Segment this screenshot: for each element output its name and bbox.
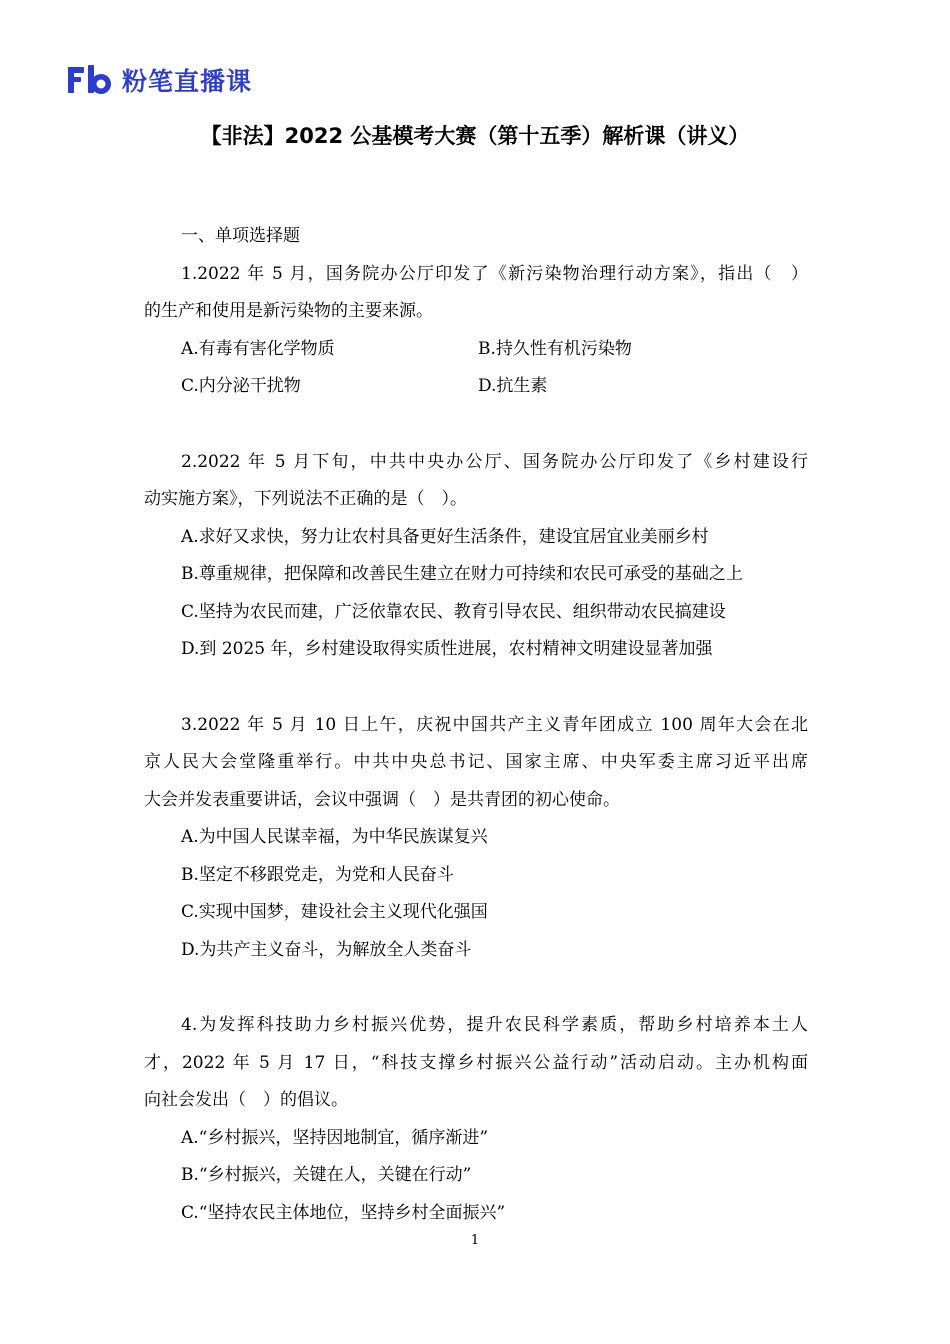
question-3 [144,707,808,970]
brand-logo [66,62,252,98]
question-4 [144,1007,808,1232]
option-a: A.为中国人民谋幸福，为中华民族谋复兴 [181,827,488,847]
question-1 [144,256,808,406]
question-text-line: 4.为发挥科技助力乡村振兴优势，提升农民科学素质，帮助乡村培养本土人 [181,1015,808,1035]
option-b: B.坚定不移跟党走，为党和人民奋斗 [181,864,454,885]
question-text-line: 的生产和使用是新污染物的主要来源。 [144,301,433,321]
option-c: C.坚持为农民而建，广泛依靠农民、教育引导农民、组织带动农民搞建设 [181,601,726,622]
option-d: D.到 2025 年，乡村建设取得实质性进展，农村精神文明建设显著加强 [181,639,713,659]
question-text-line: 动实施方案》，下列说法不正确的是（ ）。 [144,489,467,509]
option-d: D.为共产主义奋斗，为解放全人类奋斗 [181,939,472,960]
option-c: C.实现中国梦，建设社会主义现代化强国 [181,902,488,922]
document-body [144,218,808,1232]
question-text-line: 才，2022 年 5 月 17 日，“科技支撑乡村振兴公益行动”活动启动。主办机构面 [144,1052,808,1073]
brand-name: 粉笔直播课 [122,67,253,96]
option-c: C.“坚持农民主体地位，坚持乡村全面振兴” [181,1202,506,1223]
document-title: 【非法】2022 公基模考大赛（第十五季）解析课（讲义） [200,124,750,148]
option-b: B.“乡村振兴，关键在人，关键在行动” [181,1165,472,1185]
option-a: A.有毒有害化学物质 [181,338,335,359]
option-row [144,368,808,406]
option-d: D.抗生素 [478,376,548,396]
question-text-line: 向社会发出（ ）的倡议。 [144,1090,348,1110]
question-text-line: 3.2022 年 5 月 10 日上午，庆祝中国共产主义青年团成立 100 周年大会在北 [181,714,808,735]
question-text-line: 京人民大会堂隆重举行。中共中央总书记、国家主席、中央军委主席习近平出席 [144,752,808,772]
option-c: C.内分泌干扰物 [181,376,301,396]
option-b: B.持久性有机污染物 [478,338,632,359]
option-row [144,331,808,369]
question-2 [144,444,808,669]
section-heading: 一、单项选择题 [181,226,300,246]
fb-logo-icon [66,63,116,97]
question-text-line: 大会并发表重要讲话，会议中强调（ ）是共青团的初心使命。 [144,789,620,810]
option-b: B.尊重规律，把保障和改善民生建立在财力可持续和农民可承受的基础之上 [181,564,743,584]
option-a: A.求好又求快，努力让农村具备更好生活条件，建设宜居宜业美丽乡村 [181,526,709,547]
option-a: A.“乡村振兴，坚持因地制宜，循序渐进” [181,1127,489,1148]
question-text-line: 1.2022 年 5 月，国务院办公厅印发了《新污染物治理行动方案》，指出（ ） [181,263,808,284]
question-text-line: 2.2022 年 5 月下旬，中共中央办公厅、国务院办公厅印发了《乡村建设行 [181,451,808,472]
page-number: 1 [470,1233,480,1248]
